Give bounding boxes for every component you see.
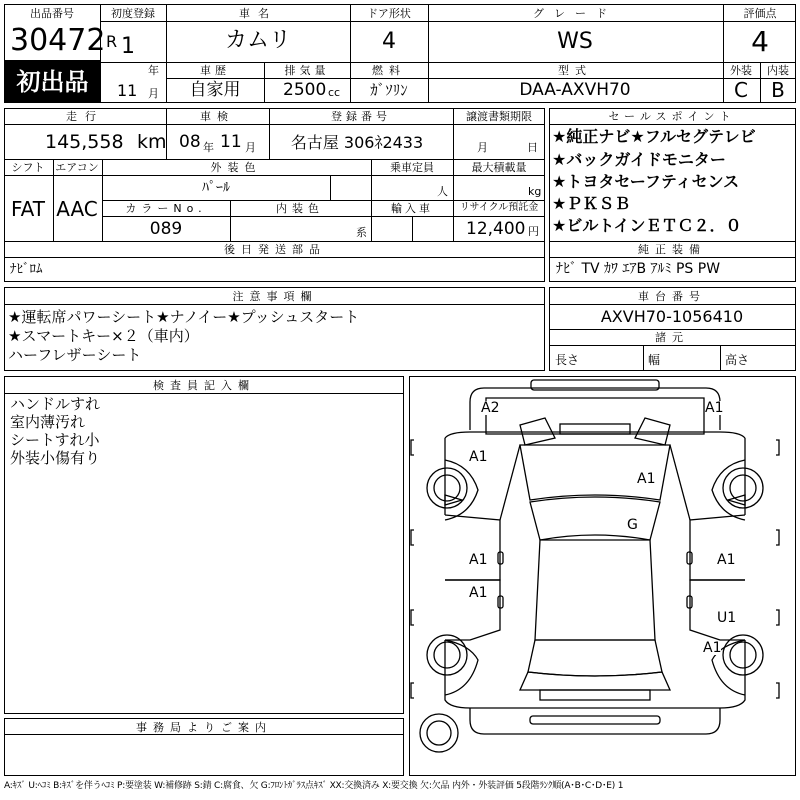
note-line: ★スマートキー×２（車内） (8, 327, 199, 345)
transfer-day: 日 (527, 141, 538, 154)
transfer-month: 月 (477, 141, 488, 154)
inspection-year: 08 (179, 132, 201, 152)
equipment-label: 純正装備 (638, 243, 706, 256)
fuel: ｶﾞｿﾘﾝ (370, 81, 408, 99)
later-parts-label: 後日発送部品 (224, 243, 326, 256)
exterior-label: 外装 (730, 64, 752, 77)
damage-mark: A2 (481, 400, 500, 416)
doors: 4 (382, 29, 396, 54)
inspection-month-suffix: 月 (245, 141, 256, 154)
history: 自家用 (189, 80, 241, 100)
displacement: 2500 (283, 80, 327, 100)
ac: AAC (56, 197, 98, 221)
year-suffix: 年 (148, 64, 159, 77)
era: R (106, 32, 118, 51)
damage-mark: G (627, 517, 638, 533)
recycle-amount: 12,400 (466, 219, 526, 239)
recycle-unit: 円 (528, 225, 539, 238)
inspection-month: 11 (220, 132, 242, 152)
interior-label: 内装 (767, 64, 789, 77)
first-listing-text: 初出品 (16, 68, 89, 96)
inspector-note: 室内薄汚れ (10, 413, 86, 431)
capacity-unit: 人 (437, 185, 448, 198)
height-label: 高さ (725, 353, 750, 367)
lot-no-label: 出品番号 (30, 7, 74, 20)
history-label: 車歴 (200, 64, 230, 77)
shift: FAT (10, 197, 46, 221)
interior-grade: B (771, 78, 785, 102)
length-label: 長さ (555, 353, 580, 367)
score-label: 評価点 (743, 7, 777, 20)
width-label: 幅 (648, 353, 661, 367)
damage-mark: A1 (469, 585, 488, 601)
damage-mark: A1 (469, 449, 488, 465)
plate-number: 名古屋 306ﾈ2433 (290, 133, 424, 152)
lot-number: 30472 (10, 23, 106, 58)
reg-month: 11 (117, 81, 138, 100)
note-line: ハーフレザーシート (8, 346, 142, 364)
inspection-year-suffix: 年 (203, 141, 214, 154)
recycle-label: リサイクル預託金 (459, 202, 539, 213)
inspection-label: 車検 (200, 110, 234, 123)
diagram-block (409, 376, 796, 776)
grade-label: グレード (533, 7, 617, 20)
ac-label: エアコン (55, 161, 99, 174)
mileage-label: 走行 (66, 110, 104, 123)
color-number: 089 (149, 219, 183, 239)
model-label: 型式 (558, 64, 592, 77)
sales-point: ★バックガイドモニター (552, 150, 726, 169)
later-parts: ﾅﾋﾞﾛﾑ (10, 262, 43, 277)
office-label: 事務局よりご案内 (136, 721, 272, 734)
exterior-grade: C (734, 78, 748, 102)
color-no-label: カラーNo. (125, 202, 207, 215)
capacity-label: 乗車定員 (390, 161, 434, 174)
sales-points-label: セールスポイント (608, 110, 736, 123)
inspector-note: 外装小傷有り (10, 449, 101, 467)
model: DAA-AXVH70 (519, 80, 631, 100)
legend: A:ｷｽﾞ U:ﾍｺﾐ B:ｷｽﾞを伴うﾍｺﾐ P:要塗装 W:補修跡 S:錆 C:腐食、欠 G:ﾌﾛﾝﾄｶﾞﾗｽ点ｷｽﾞ XX:交換済み X:要交換 欠:欠品 内外・外装評価 5段階ﾗﾝｸ順(A･B･C･D･E) 1 (4, 781, 624, 791)
equipment: ﾅﾋﾞ TV ｶﾜ ｴｱB ｱﾙﾐ PS PW (556, 261, 721, 277)
import-label: 輸入車 (391, 202, 433, 215)
transfer-label: 譲渡書類期限 (466, 110, 532, 123)
notes-label: 注意事項欄 (232, 290, 318, 303)
load-unit: kg (528, 185, 542, 198)
sales-point: ★トヨタセーフティセンス (552, 172, 740, 191)
sales-point: ★ビルトインＥＴＣ２．０ (552, 216, 742, 235)
car-name-label: 車名 (239, 7, 277, 20)
fuel-label: 燃料 (372, 64, 406, 77)
interior-color-suffix: 系 (356, 226, 367, 239)
damage-mark: A1 (705, 400, 724, 416)
door-label: ドア形状 (367, 7, 411, 20)
month-suffix: 月 (148, 87, 159, 100)
displacement-label: 排気量 (284, 64, 330, 77)
interior-color-label: 内装色 (276, 202, 324, 215)
inspector-note: シートすれ小 (10, 431, 100, 449)
mileage-unit: km (137, 131, 167, 153)
inspector-label: 検査員記入欄 (153, 379, 255, 392)
car-name: カムリ (224, 28, 292, 53)
max-load-label: 最大積載量 (471, 161, 527, 174)
chassis-number: AXVH70-1056410 (600, 307, 744, 326)
damage-mark: A1 (469, 552, 488, 568)
sales-point: ★ＰＫＳＢ (552, 194, 631, 213)
mileage: 145,558 (45, 131, 124, 153)
damage-mark: A1 (637, 471, 656, 487)
damage-mark: A1 (717, 552, 736, 568)
note-line: ★運転席パワーシート★ナノイー★プッシュスタート (8, 308, 360, 326)
grade: WS (557, 29, 593, 54)
reg-year: 1 (121, 34, 135, 59)
inspector-note: ハンドルすれ (10, 395, 101, 413)
score: 4 (751, 25, 769, 58)
specs-label: 諸元 (655, 331, 689, 344)
color-label: 外装色 (210, 161, 262, 174)
first-reg-label: 初度登録 (111, 7, 155, 20)
plate-label: 登録番号 (331, 110, 391, 123)
displacement-unit: cc (328, 86, 341, 99)
exterior-color: ﾊﾟｰﾙ (202, 180, 230, 196)
sales-point: ★純正ナビ★フルセグテレビ (552, 127, 756, 146)
shift-label: シフト (11, 161, 45, 174)
chassis-label: 車台番号 (638, 290, 706, 303)
damage-mark: U1 (717, 610, 737, 626)
damage-mark: A1 (703, 640, 722, 656)
first-listing-badge (5, 61, 100, 103)
